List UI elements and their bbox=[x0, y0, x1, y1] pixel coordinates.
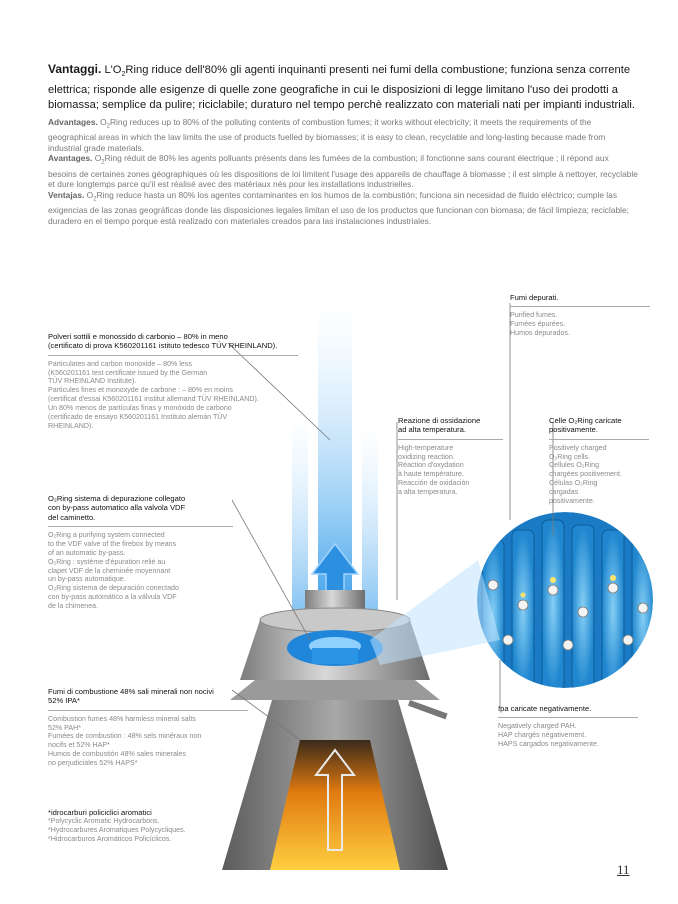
intro-text: Ring riduce dell'80% gli agenti inquinanti presenti nei fumi della combustione; funziona senza corrente elettrica; risponde alle esigenze di quelle zone geografiche in cui le disposizioni di legge limitano l'uso dei prodotti a biomassa; semplice da pulire; riciclabile; duraturo nel tempo perchè realizzato con materiali nati per impianti industriali. bbox=[48, 64, 635, 112]
footnote-title: *idrocarburi policiclici aromatici bbox=[48, 808, 152, 817]
label-combustion-title: Fumi di combustione 48% sali minerali non nocivi bbox=[48, 687, 214, 696]
page-number: 11 bbox=[617, 862, 630, 877]
intro-sub: 2 bbox=[121, 71, 126, 79]
label-cells-line: O₂Ring cells. bbox=[549, 452, 590, 461]
label-dust-line: Particulates and carbon monoxide – 80% less bbox=[48, 359, 192, 368]
label-system-line: O₂Ring : système d'épuration relié au bbox=[48, 557, 166, 566]
footnote bbox=[48, 808, 248, 844]
label-dust-title: (certificato di prova K560201161 istituto tedesco TÜV RHEINLAND). bbox=[48, 341, 278, 351]
label-oxidation-line: High-temperature bbox=[398, 443, 454, 452]
label-oxidation bbox=[398, 416, 503, 497]
label-combustion-line: nocifs et 52% HAP* bbox=[48, 741, 110, 750]
label-system-line: clapet VDF de la cheminée moyennant bbox=[48, 566, 171, 575]
translation-fr-text: Ring réduit de 80% les agents polluants présents dans les fumées de la combustion; il fonctionne sans courant électrique ; il répond aux besoins de certaines zones géographiques où les dispositions de loi limitent l'usage des appareils de chauffage à biomasse ; il est simple à nettoyer, recyclable et dure longtemps parce qu'il est réalisé avec des matériaux nés pour les installations industrielles. bbox=[48, 153, 638, 190]
label-combustion-line: Humos de combustión 48% sales minerales bbox=[48, 750, 186, 759]
translation-en-pre: O bbox=[97, 117, 107, 127]
translation-fr-sub: 2 bbox=[101, 160, 105, 167]
label-cells-line: chargées positivement. bbox=[549, 470, 622, 479]
label-combustion-line: 52% PAH* bbox=[48, 723, 81, 732]
intro-lead: Vantaggi. bbox=[48, 62, 102, 76]
flue-collar bbox=[305, 590, 365, 610]
label-dust-line: (certificado de ensayo K560201161 Instituto alemán TÜV bbox=[48, 413, 228, 422]
label-system-title: con by-pass automatico alla valvola VDF bbox=[48, 503, 186, 513]
label-dust-line: TÜV RHEINLAND Institute). bbox=[48, 377, 137, 386]
label-purified-fumes bbox=[510, 293, 650, 338]
label-negative-pah bbox=[498, 704, 638, 749]
label-system-line: de la chimenea. bbox=[48, 602, 99, 611]
translation-es bbox=[48, 190, 638, 226]
translation-en-lead: Advantages. bbox=[48, 117, 98, 127]
label-system-line: con by-pass automático a la válvula VDF bbox=[48, 593, 177, 602]
label-cells-title: Celle O₂Ring caricate bbox=[549, 416, 622, 425]
label-dust-line: RHEINLAND). bbox=[48, 421, 94, 430]
label-ipa-title: Ipa caricate negativamente. bbox=[498, 704, 592, 713]
translation-en bbox=[48, 117, 638, 153]
label-system-title: del caminetto. bbox=[48, 512, 96, 522]
translations-block bbox=[48, 117, 638, 226]
label-dust-line: Particules fines et monoxyde de carbone : – 80% en moins bbox=[48, 386, 233, 395]
footnote-line: *Hidrocarburos Aromáticos Policíclicos. bbox=[48, 835, 172, 844]
cone-rim bbox=[230, 680, 440, 700]
intro-paragraph bbox=[48, 62, 638, 114]
label-combustion-line: no perjudiciales 52% HAPS* bbox=[48, 759, 138, 768]
label-combustion-line: Combustion fumes 48% harmless mineral salts bbox=[48, 714, 196, 723]
translation-es-pre: O bbox=[84, 189, 94, 200]
translation-es-text: Ring reduce hasta un 80% los agentes contaminantes en los humos de la combustión; funciona sin necesidad de fluido eléctrico; cumple las exigencias de las zonas geográficas donde las disposiciones legales limitan el uso de los productos que funcionan con biomasa; de fácil limpieza; reciclable; duradero en el tiempo porque está realizado con materiales creados para las instalaciones industriales. bbox=[48, 189, 630, 226]
label-cells-title: positivamente. bbox=[549, 425, 598, 435]
translation-en-sub: 2 bbox=[106, 123, 110, 130]
label-cells-line: Positively charged bbox=[549, 443, 607, 452]
label-oxidation-line: Réaction d'oxydation bbox=[398, 461, 464, 470]
label-system-line: to the VDF valve of the firebox by means bbox=[48, 539, 177, 548]
label-dust-line: (certificat d'essai K560201161 institut allemand TÜV RHEINLAND). bbox=[48, 395, 259, 404]
translation-fr-pre: O bbox=[92, 153, 102, 164]
label-particulates bbox=[48, 332, 298, 431]
bypass-pipe bbox=[408, 700, 448, 719]
label-oxidation-line: Reacción de oxidación bbox=[398, 479, 470, 488]
label-cells-line: Cellules O₂Ring bbox=[549, 461, 600, 470]
label-system-line: O₂Ring sistema de depuración conectado bbox=[48, 584, 179, 593]
translation-es-sub: 2 bbox=[93, 196, 97, 203]
translation-fr bbox=[48, 153, 638, 189]
label-oxidation-title: ad alta temperatura. bbox=[398, 425, 466, 435]
label-cells-line: Células O₂Ring bbox=[549, 479, 598, 488]
label-oxidation-title: Reazione di ossidazione bbox=[398, 416, 481, 425]
label-oxidation-line: à haute température. bbox=[398, 470, 464, 479]
label-ipa-line: HAPS cargados negativamente. bbox=[498, 740, 599, 749]
label-ipa-line: Negatively charged PAH. bbox=[498, 722, 577, 731]
label-purified-line: Humos depurados. bbox=[510, 329, 570, 338]
intro-pre: L'O bbox=[101, 64, 122, 76]
label-system-line: O₂Ring a purifying system connected bbox=[48, 530, 165, 539]
footnote-line: *Hydrocarbures Aromatiques Polycycliques. bbox=[48, 826, 186, 835]
translation-en-text: Ring reduces up to 80% of the polluting contents of combustion fumes; it works without electricity; it meets the requirements of the geographical areas in which the law limits the use of products fuelled by biomasses; it is easy to clean, recyclable and long-lasting because made from industrial grade materials. bbox=[48, 117, 606, 153]
label-system-title: O₂Ring sistema di depurazione collegato bbox=[48, 494, 186, 503]
label-combustion-title: 52% IPA* bbox=[48, 696, 80, 706]
label-combustion-fumes bbox=[48, 687, 248, 768]
translation-fr-lead: Avantages. bbox=[48, 153, 93, 164]
label-cells bbox=[549, 416, 649, 506]
label-cells-line: cargadas bbox=[549, 488, 579, 497]
label-oxidation-line: a alta temperatura. bbox=[398, 488, 458, 497]
label-purified-line: Purified fumes. bbox=[510, 311, 558, 320]
footnote-line: *Polycyclic Aromatic Hydrocarbons. bbox=[48, 817, 160, 826]
label-oxidation-line: oxidizing reaction. bbox=[398, 452, 455, 461]
label-dust-line: Un 80% menos de partículas finas y monóxido de carbono bbox=[48, 404, 232, 413]
label-system-line: of an automatic by-pass. bbox=[48, 548, 126, 557]
translation-es-lead: Ventajas. bbox=[48, 189, 85, 200]
o2ring-core bbox=[287, 630, 383, 666]
label-purifying-system bbox=[48, 494, 233, 611]
label-dust-title: Polveri sottili e monossido di carbonio – 80% in meno bbox=[48, 332, 228, 341]
label-purified-title: Fumi depurati. bbox=[510, 293, 559, 302]
label-cells-line: positivamente. bbox=[549, 497, 595, 506]
label-combustion-line: Fumées de combustion : 48% sels minéraux non bbox=[48, 732, 202, 741]
label-purified-line: Fumées épurées. bbox=[510, 320, 566, 329]
label-system-line: un by-pass automatique. bbox=[48, 575, 126, 584]
label-dust-line: (K560201161 test certificate issued by the German bbox=[48, 368, 208, 377]
label-ipa-line: HAP chargés négativement. bbox=[498, 731, 587, 740]
